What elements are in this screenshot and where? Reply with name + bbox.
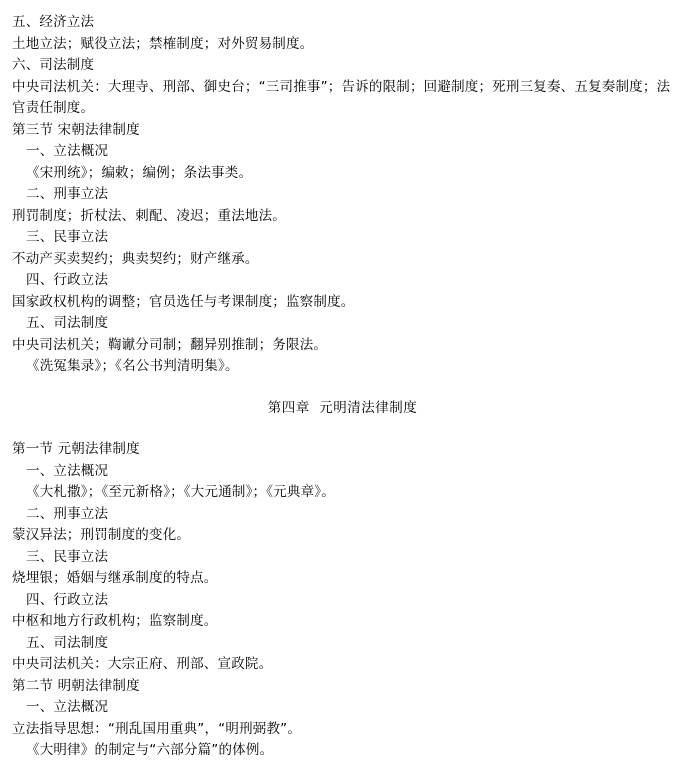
- document-line: 三、民事立法: [26, 229, 109, 245]
- document-line: 六、司法制度: [12, 57, 95, 73]
- document-line: 《大明律》的制定与“六部分篇”的体例。: [26, 742, 274, 758]
- document-line: 第一节 元朝法律制度: [12, 441, 140, 457]
- document-line: 不动产买卖契约；典卖契约；财产继承。: [12, 250, 259, 267]
- chapter-heading: 第四章 元明清法律制度: [267, 399, 418, 416]
- document-line: 三、民事立法: [26, 548, 109, 565]
- document-line: 第二节 明朝法律制度: [12, 677, 140, 694]
- document-line: 五、经济立法: [12, 14, 95, 30]
- document-line: 《大札撒》；《至元新格》；《大元通制》；《元典章》。: [26, 484, 335, 500]
- document-line: 一、立法概况: [26, 143, 109, 159]
- document-line: 国家政权机构的调整；官员选任与考课制度；监察制度。: [12, 293, 355, 310]
- document-line: 中央司法机关：大宗正府、刑部、宣政院。: [12, 656, 273, 672]
- document-line: 刑罚制度；折杖法、刺配、凌迟；重法地法。: [12, 207, 286, 224]
- document-line: 一、立法概况: [26, 699, 109, 715]
- document-line: 第三节 宋朝法律制度: [12, 121, 140, 138]
- document-line: 五、司法制度: [26, 315, 109, 331]
- document-line: 四、行政立法: [26, 591, 109, 608]
- document-line: 中央司法机关；鞫谳分司制；翻异别推制；务限法。: [12, 336, 328, 353]
- document-line: 二、刑事立法: [26, 505, 109, 522]
- document-line: 立法指导思想：“刑乱国用重典”，“明刑弼教”。: [12, 720, 302, 737]
- document-line: 五、司法制度: [26, 634, 109, 651]
- document-line: 烧埋银；婚姻与继承制度的特点。: [12, 570, 218, 586]
- document-line: 四、行政立法: [26, 272, 109, 288]
- document-line: 中央司法机关：大理寺、刑部、御史台；“三司推事”；告诉的限制；回避制度；死刑三复奏、五复奏制度；法官责任制度。: [12, 78, 671, 116]
- document-line: 《洗冤集录》；《名公书判清明集》。: [26, 358, 239, 374]
- document-line: 土地立法；赋役立法；禁榷制度；对外贸易制度。: [12, 35, 314, 52]
- document-content: [12, 12, 673, 762]
- document-line: 一、立法概况: [26, 462, 109, 479]
- document-line: 蒙汉异法；刑罚制度的变化。: [12, 527, 191, 543]
- document-line: 《宋刑统》；编敕；编例；条法事类。: [26, 164, 253, 181]
- document-line: 二、刑事立法: [26, 186, 109, 202]
- document-line: 中枢和地方行政机构；监察制度。: [12, 613, 218, 629]
